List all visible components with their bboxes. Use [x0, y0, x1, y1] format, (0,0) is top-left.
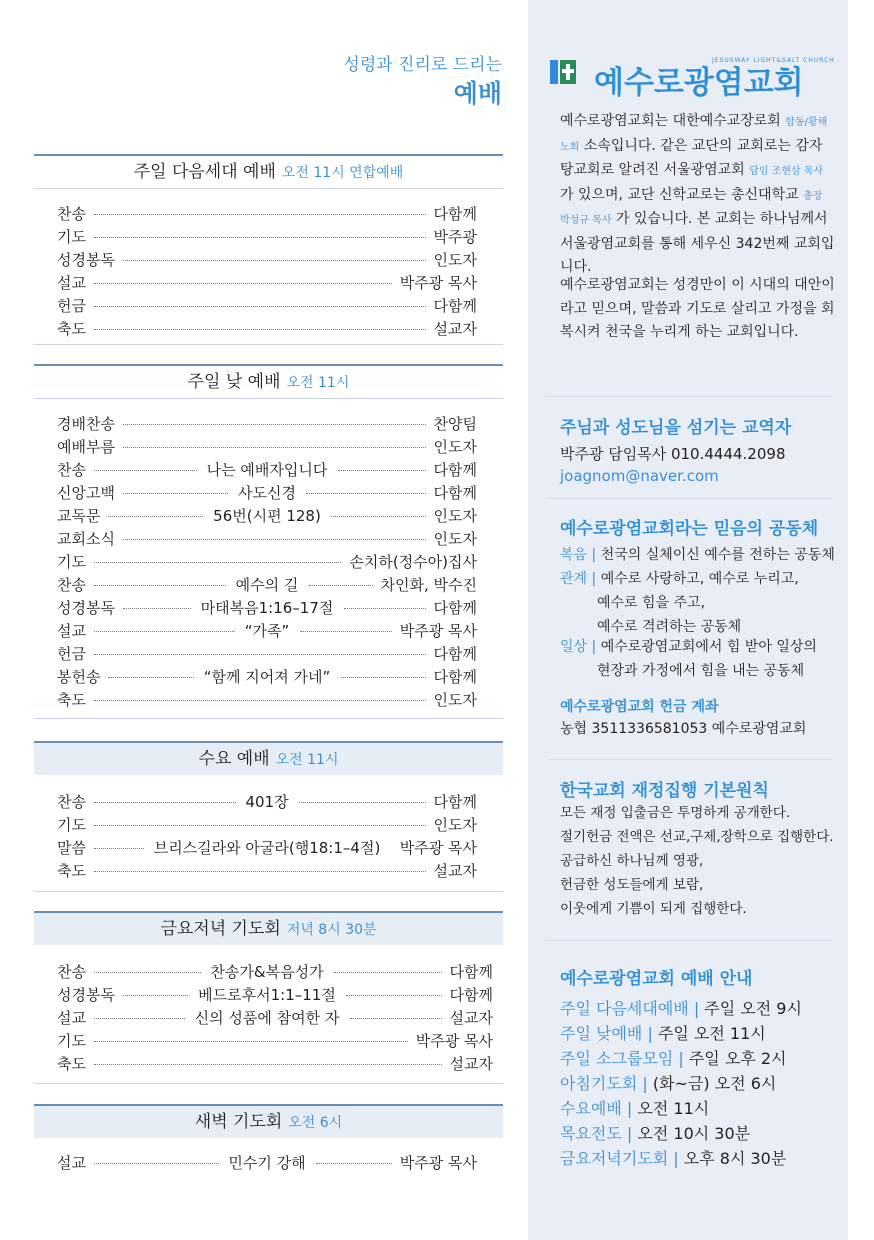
- order-leader: 다함께: [433, 205, 477, 223]
- church-logo-tagline: JESUSWAY LIGHT&SALT CHURCH: [712, 57, 835, 64]
- order-leader: 설교자: [449, 1009, 493, 1027]
- schedule-time: (화~금) 오전 6시: [652, 1074, 777, 1093]
- section-title: [34, 154, 503, 188]
- leader-dots: [306, 493, 426, 494]
- order-row: [57, 620, 477, 642]
- order-content: 56번(시편 128): [213, 507, 321, 525]
- leader-dots: [94, 470, 197, 471]
- order-row: [57, 814, 477, 836]
- order-row: [57, 482, 477, 504]
- order-item: 축도: [57, 320, 86, 338]
- leader-dots: [94, 585, 226, 586]
- section-divider: [34, 188, 503, 189]
- community-text: 예수로광염교회에서 힘 받아 일상의: [600, 639, 817, 655]
- schedule-name: 금요저녁기도회: [560, 1149, 669, 1168]
- order-leader: 다함께: [433, 645, 477, 663]
- section-end-divider: [34, 1083, 503, 1084]
- leader-dots: [346, 995, 442, 996]
- schedule-time: 오후 8시 30분: [683, 1149, 787, 1168]
- section-title-text: 금요저녁 기도회: [160, 919, 281, 939]
- order-row: [57, 528, 477, 550]
- separator: |: [673, 1049, 689, 1068]
- schedule-time: 주일 오전 11시: [657, 1024, 766, 1043]
- separator: |: [688, 999, 705, 1018]
- community-line: [560, 636, 817, 659]
- section-title: [34, 1104, 503, 1138]
- order-item: 경배찬송: [57, 415, 115, 433]
- order-leader: 인도자: [433, 530, 477, 548]
- order-leader: 다함께: [449, 986, 493, 1004]
- pastor-email[interactable]: joagnom@naver.com: [560, 467, 719, 485]
- section-time: 오전 11시 연합예배: [281, 165, 404, 181]
- order-item: 설교: [57, 622, 86, 640]
- pastor-contact: 박주광 담임목사 010.4444.2098: [560, 445, 786, 463]
- order-row: [57, 643, 477, 665]
- leader-dots: [316, 1163, 393, 1164]
- schedule-item: [560, 1071, 776, 1096]
- order-row: [57, 984, 493, 1006]
- schedule-name: 수요예배: [560, 1099, 622, 1118]
- community-text: 예수로 격려하는 공동체: [597, 619, 742, 635]
- order-content: “가족”: [244, 622, 290, 640]
- order-leader: 찬양팀: [433, 415, 477, 433]
- community-line: [597, 592, 705, 615]
- order-item: 헌금: [57, 645, 86, 663]
- schedule-time: 오전 11시: [637, 1099, 710, 1118]
- order-leader: 다함께: [433, 484, 477, 502]
- order-content: 신의 성품에 참여한 자: [194, 1009, 340, 1027]
- order-item: 기도: [57, 816, 86, 834]
- schedule-name: 주일 소그룹모임: [560, 1049, 674, 1068]
- schedule-item: [560, 1021, 766, 1046]
- leader-dots: [94, 1018, 185, 1019]
- section-title: [34, 364, 503, 398]
- order-item: 찬송: [57, 205, 86, 223]
- order-leader: 설교자: [433, 320, 477, 338]
- section-divider: [34, 398, 503, 399]
- order-content: 나는 예배자입니다: [206, 461, 328, 479]
- order-leader: 인도자: [433, 438, 477, 456]
- leader-dots: [123, 539, 426, 540]
- order-leader: 박주광 목사: [415, 1032, 493, 1050]
- divider: [548, 498, 832, 499]
- separator: |: [637, 1074, 653, 1093]
- schedule-item: [560, 1146, 786, 1171]
- leader-dots: [94, 1064, 442, 1065]
- community-key: 복음: [560, 547, 588, 563]
- order-item: 기도: [57, 228, 86, 246]
- order-row: [57, 597, 477, 619]
- order-row: [57, 272, 477, 294]
- leader-dots: [108, 516, 203, 517]
- leader-dots: [94, 329, 426, 330]
- order-row: [57, 837, 477, 859]
- leader-dots: [309, 585, 374, 586]
- order-leader: 다함께: [433, 599, 477, 617]
- worship-header-subtitle: 성령과 진리로 드리는: [343, 55, 502, 75]
- section-title-text: 새벽 기도회: [194, 1112, 283, 1132]
- order-row: [57, 1007, 493, 1029]
- order-item: 헌금: [57, 297, 86, 315]
- order-content: “함께 지어져 가네”: [203, 668, 331, 686]
- order-leader: 다함께: [433, 668, 477, 686]
- intro-note: 담임 조현삼 목사: [749, 166, 824, 177]
- leader-dots: [123, 424, 426, 425]
- order-content: 401장: [245, 793, 289, 811]
- church-intro-2: 예수로광염교회는 성경만이 이 시대의 대안이라고 믿으며, 말씀과 기도로 살리고 가정을 회복시켜 천국을 누리게 하는 교회입니다.: [560, 277, 835, 340]
- schedule-time: 주일 오후 2시: [688, 1049, 787, 1068]
- leader-dots: [123, 493, 228, 494]
- order-row: [57, 1053, 493, 1075]
- order-row: [57, 295, 477, 317]
- church-logo-name: 예수로광염교회: [594, 65, 804, 101]
- order-leader: 설교자: [433, 862, 477, 880]
- leader-dots: [123, 447, 426, 448]
- schedule-item: [560, 1121, 750, 1146]
- leader-dots: [341, 677, 427, 678]
- schedule-item: [560, 1096, 709, 1121]
- order-item: 교회소식: [57, 530, 115, 548]
- order-content: 사도신경: [238, 484, 296, 502]
- leader-dots: [94, 972, 201, 973]
- order-leader: 손치하(정수아)집사: [349, 553, 477, 571]
- schedule-heading: 예수로광염교회 예배 안내: [560, 969, 753, 989]
- finance-heading: 한국교회 재정집행 기본원칙: [560, 781, 769, 801]
- order-leader: 인도자: [433, 691, 477, 709]
- order-leader: 다함께: [433, 793, 477, 811]
- order-leader: 박주광 목사: [399, 274, 477, 292]
- leader-dots: [94, 1041, 408, 1042]
- order-item: 말씀: [57, 839, 86, 857]
- order-item: 찬송: [57, 461, 86, 479]
- order-leader: 다함께: [433, 297, 477, 315]
- order-row: [57, 249, 477, 271]
- finance-line: 절기헌금 전액은 선교,구제,장학으로 집행한다.: [560, 829, 834, 845]
- finance-line: 헌금한 성도들에게 보람,: [560, 877, 704, 893]
- separator: |: [587, 571, 601, 587]
- order-item: 신앙고백: [57, 484, 115, 502]
- separator: |: [668, 1149, 684, 1168]
- church-intro-1: [560, 110, 835, 280]
- order-leader: 인도자: [433, 507, 477, 525]
- section-time: 저녁 8시 30분: [286, 922, 377, 938]
- community-text: 천국의 실체이신 예수를 전하는 공동체: [600, 547, 835, 563]
- order-row: [57, 436, 477, 458]
- community-text: 예수로 사랑하고, 예수로 누리고,: [600, 571, 799, 587]
- leader-dots: [94, 871, 426, 872]
- schedule-item: [560, 1046, 786, 1071]
- order-row: [57, 226, 477, 248]
- order-leader: 박주광 목사: [399, 1154, 477, 1172]
- schedule-time: 주일 오전 9시: [704, 999, 802, 1018]
- order-item: 기도: [57, 553, 86, 571]
- separator: |: [587, 547, 601, 563]
- leader-dots: [123, 260, 426, 261]
- order-item: 설교: [57, 274, 86, 292]
- leader-dots: [94, 825, 426, 826]
- leader-dots: [94, 1163, 219, 1164]
- leader-dots: [94, 562, 341, 563]
- order-content: 찬송가&복음성가: [210, 963, 324, 981]
- order-item: 성경봉독: [57, 599, 115, 617]
- order-item: 성경봉독: [57, 986, 115, 1004]
- leader-dots: [94, 283, 392, 284]
- schedule-item: [560, 996, 802, 1021]
- separator: |: [642, 1024, 658, 1043]
- order-leader: 박주광 목사: [399, 622, 477, 640]
- order-row: [57, 203, 477, 225]
- order-leader: 다함께: [433, 461, 477, 479]
- leader-dots: [94, 848, 144, 849]
- order-leader: 설교자: [449, 1055, 493, 1073]
- leader-dots: [94, 214, 426, 215]
- intro-text: 예수로광염교회는 대한예수교장로회: [560, 113, 786, 129]
- section-title-text: 주일 낮 예배: [187, 372, 281, 392]
- account-info: 농협 3511336581053 예수로광염교회: [560, 721, 807, 737]
- leader-dots: [350, 1018, 443, 1019]
- schedule-name: 아침기도회: [560, 1074, 638, 1093]
- divider: [548, 940, 832, 941]
- account-heading: 예수로광염교회 헌금 계좌: [560, 699, 719, 715]
- order-leader: 차인화, 박수진: [380, 576, 477, 594]
- separator: |: [587, 639, 601, 655]
- order-row: [57, 413, 477, 435]
- order-row: [57, 860, 477, 882]
- order-leader: 박주광 목사: [399, 839, 477, 857]
- leader-dots: [338, 470, 427, 471]
- leader-dots: [94, 654, 426, 655]
- order-leader: 다함께: [449, 963, 493, 981]
- order-row: [57, 505, 477, 527]
- order-item: 축도: [57, 1055, 86, 1073]
- finance-line: 공급하신 하나님께 영광,: [560, 853, 704, 869]
- leader-dots: [299, 802, 427, 803]
- order-item: 찬송: [57, 576, 86, 594]
- section-title: [34, 911, 503, 945]
- leader-dots: [123, 608, 191, 609]
- section-title-text: 수요 예배: [198, 749, 270, 769]
- order-item: 설교: [57, 1154, 86, 1172]
- intro-text: 가 있습니다. 본 교회는 하나님께서 서울광염교회를 통해 세우신 342번째 교회입니다.: [560, 211, 835, 275]
- ministry-heading: 주님과 성도님을 섬기는 교역자: [560, 418, 792, 438]
- order-leader: 박주광: [433, 228, 477, 246]
- community-line: [560, 568, 799, 591]
- section-end-divider: [34, 891, 503, 892]
- section-title-text: 주일 다음세대 예배: [133, 162, 276, 182]
- order-row: [57, 318, 477, 340]
- order-content: 마태복음1:16–17절: [200, 599, 334, 617]
- schedule-time: 오전 10시 30분: [637, 1124, 751, 1143]
- order-item: 설교: [57, 1009, 86, 1027]
- intro-note: 총장 박성규 목사: [560, 190, 823, 226]
- order-item: 예배부름: [57, 438, 115, 456]
- leader-dots: [94, 631, 235, 632]
- order-leader: 인도자: [433, 251, 477, 269]
- worship-header-title: 예배: [453, 79, 502, 108]
- leader-dots: [123, 995, 188, 996]
- order-leader: 인도자: [433, 816, 477, 834]
- leader-dots: [300, 631, 393, 632]
- order-row: [57, 961, 493, 983]
- leader-dots: [331, 516, 426, 517]
- leader-dots: [94, 237, 426, 238]
- leader-dots: [94, 306, 426, 307]
- order-item: 봉헌송: [57, 668, 101, 686]
- order-item: 축도: [57, 862, 86, 880]
- section-end-divider: [34, 718, 503, 719]
- community-text: 현장과 가정에서 힘을 내는 공동체: [597, 663, 805, 679]
- schedule-name: 목요전도: [560, 1124, 622, 1143]
- order-row: [57, 791, 477, 813]
- finance-line: 모든 재정 입출금은 투명하게 공개한다.: [560, 805, 791, 821]
- separator: |: [621, 1099, 638, 1118]
- order-content: 예수의 길: [235, 576, 299, 594]
- community-line: [597, 660, 804, 683]
- leader-dots: [108, 677, 194, 678]
- order-row: [57, 1030, 493, 1052]
- order-row: [57, 666, 477, 688]
- leader-dots: [344, 608, 427, 609]
- order-row: [57, 689, 477, 711]
- schedule-name: 주일 낮예배: [560, 1024, 643, 1043]
- order-item: 축도: [57, 691, 86, 709]
- schedule-name: 주일 다음세대예배: [560, 999, 689, 1018]
- community-heading: 예수로광염교회라는 믿음의 공동체: [560, 519, 819, 539]
- intro-text: 소속입니다. 같은 교단의 교회로는 감자탕교회로 알려진 서울광염교회: [560, 137, 823, 178]
- leader-dots: [334, 972, 443, 973]
- divider: [548, 759, 832, 760]
- community-key: 일상: [560, 639, 588, 655]
- section-time: 오전 11시: [286, 375, 350, 391]
- intro-text: 가 있으며, 교단 신학교로는 총신대학교: [560, 186, 804, 203]
- finance-line: 이웃에게 기쁨이 되게 집행한다.: [560, 901, 747, 917]
- order-content: 브리스길라와 아굴라(행18:1–4절): [153, 839, 381, 857]
- order-row: [57, 1152, 477, 1174]
- leader-dots: [94, 802, 236, 803]
- community-key: 관계: [560, 571, 588, 587]
- separator: |: [621, 1124, 638, 1143]
- leader-dots: [94, 700, 426, 701]
- section-time: 오전 6시: [288, 1115, 343, 1131]
- order-item: 기도: [57, 1032, 86, 1050]
- order-row: [57, 574, 477, 596]
- intro-note: 합동/황해노회: [560, 117, 828, 153]
- order-item: 찬송: [57, 793, 86, 811]
- order-content: 베드로후서1:1–11절: [198, 986, 336, 1004]
- order-content: 민수기 강해: [228, 1154, 306, 1172]
- order-item: 교독문: [57, 507, 101, 525]
- section-title: [34, 741, 503, 775]
- community-line: [560, 544, 835, 567]
- community-text: 예수로 힘을 주고,: [597, 595, 706, 611]
- order-item: 찬송: [57, 963, 86, 981]
- order-item: 성경봉독: [57, 251, 115, 269]
- section-time: 오전 11시: [275, 752, 339, 768]
- order-row: [57, 459, 477, 481]
- section-end-divider: [34, 344, 503, 345]
- order-row: [57, 551, 477, 573]
- divider: [548, 396, 832, 397]
